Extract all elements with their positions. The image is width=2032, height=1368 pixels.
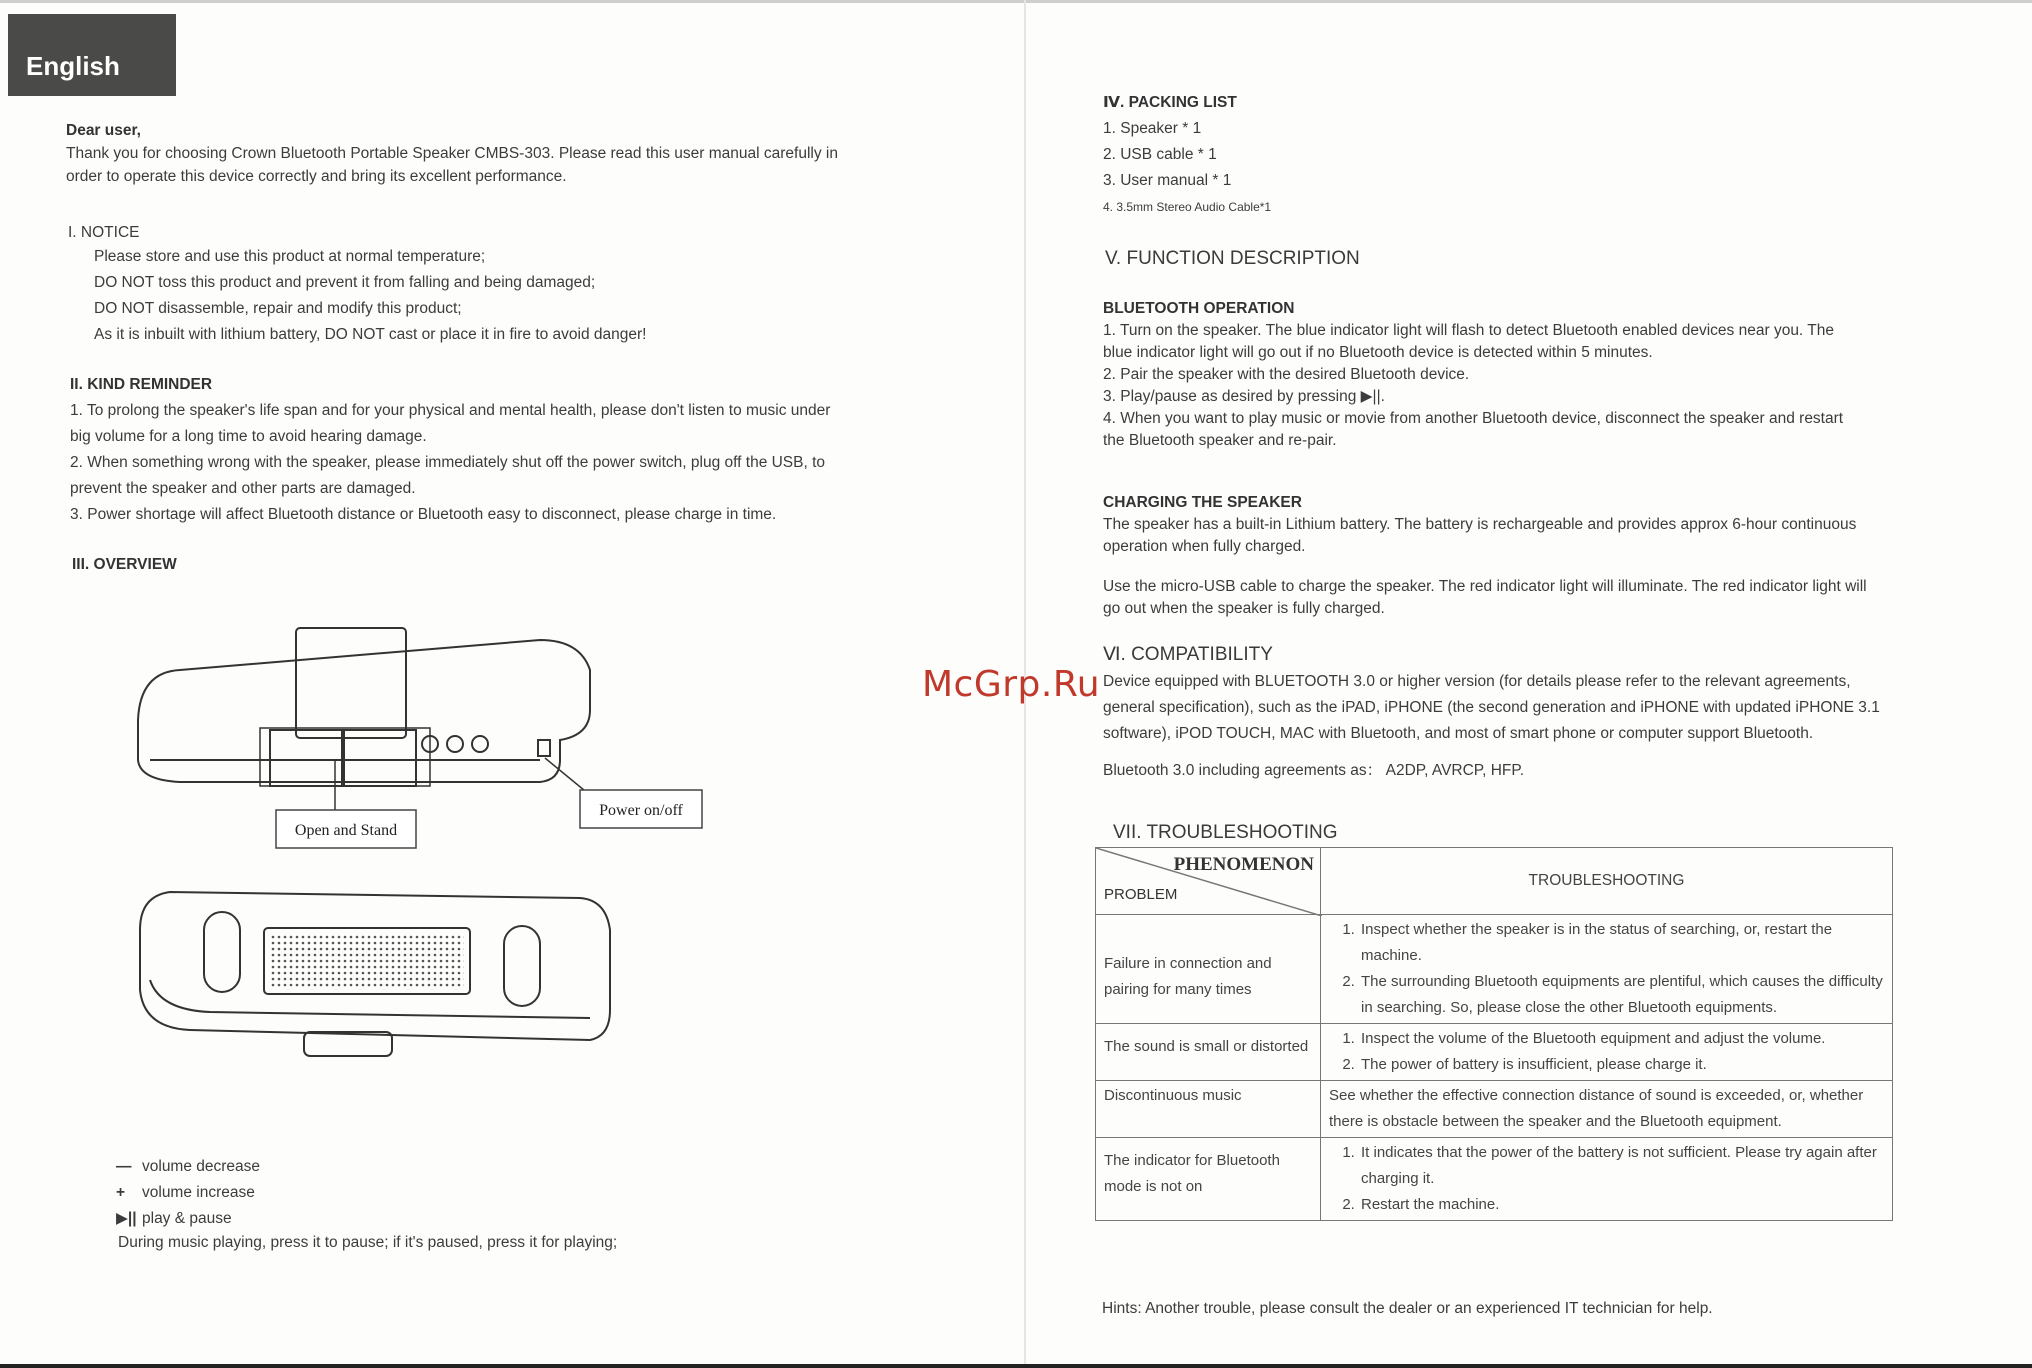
play-pause-icon: ▶|| — [116, 1210, 137, 1227]
notice-title: I. NOTICE — [68, 224, 140, 241]
charging-title: CHARGING THE SPEAKER — [1103, 494, 1302, 511]
solution-item: 1. Inspect the volume of the Bluetooth equipment and adjust the volume. — [1359, 1026, 1884, 1052]
charge-line: Use the micro-USB cable to charge the speaker. The red indicator light will illuminate. The red indicator light will — [1103, 578, 1867, 595]
minus-icon: — — [116, 1158, 132, 1175]
header-phenomenon: PHENOMENON — [1173, 854, 1314, 875]
plus-icon: + — [116, 1184, 126, 1201]
solution-cell: See whether the effective connection distance of sound is exceeded, or, whether there is obstacle between the speaker and the Bluetooth equipment. — [1321, 1081, 1893, 1138]
compat-agreements: Bluetooth 3.0 including agreements as： A2DP, AVRCP, HFP. — [1103, 762, 1525, 779]
compatibility-title: Ⅵ. COMPATIBILITY — [1103, 644, 1273, 665]
bottom-edge — [0, 1364, 2032, 1368]
solution-item: 2. The power of battery is insufficient, please charge it. — [1359, 1052, 1884, 1078]
kind-line: 2. When something wrong with the speaker, please immediately shut off the power switch, plug off the USB, to — [70, 454, 826, 471]
solution-cell — [1321, 1138, 1893, 1221]
table-row — [1096, 1138, 1893, 1221]
label-open-stand: Open and Stand — [294, 822, 398, 839]
troubleshooting-table — [1095, 847, 1893, 1221]
compat-line: Device equipped with BLUETOOTH 3.0 or higher version (for details please refer to the relevant agreements, — [1103, 673, 1851, 690]
charge-line: go out when the speaker is fully charged. — [1103, 600, 1385, 617]
table-row — [1096, 915, 1893, 1024]
solution-item: 2. The surrounding Bluetooth equipments are plentiful, which causes the difficulty in searching. So, please close the other Bluetooth equipments. — [1359, 969, 1884, 1021]
bt-line: 1. Turn on the speaker. The blue indicator light will flash to detect Bluetooth enabled devices near you. The — [1103, 322, 1834, 339]
packing-item: 2. USB cable * 1 — [1103, 146, 1217, 163]
packing-title: Ⅳ. PACKING LIST — [1103, 94, 1237, 111]
hint-text: Hints: Another trouble, please consult the dealer or an experienced IT technician for help. — [1102, 1300, 1713, 1317]
table-row — [1096, 1024, 1893, 1081]
notice-item: As it is inbuilt with lithium battery, DO NOT cast or place it in fire to avoid danger! — [94, 326, 647, 343]
table-row — [1096, 1081, 1893, 1138]
troubleshooting-title: VII. TROUBLESHOOTING — [1113, 822, 1338, 843]
watermark: McGrp.Ru — [922, 664, 1101, 705]
notice-item: Please store and use this product at normal temperature; — [94, 248, 486, 265]
bluetooth-operation-title: BLUETOOTH OPERATION — [1103, 300, 1295, 317]
solution-cell — [1321, 1024, 1893, 1081]
bt-line: 3. Play/pause as desired by pressing ▶||. — [1103, 388, 1385, 405]
compat-line: software), iPOD TOUCH, MAC with Bluetooth, and most of smart phone or computer support Bluetooth. — [1103, 725, 1814, 742]
bt-line: 2. Pair the speaker with the desired Bluetooth device. — [1103, 366, 1470, 383]
problem-cell: Failure in connection and pairing for many times — [1096, 915, 1321, 1024]
bt-line: blue indicator light will go out if no Bluetooth device is detected within 5 minutes. — [1103, 344, 1653, 361]
notice-item: DO NOT disassemble, repair and modify this product; — [94, 300, 462, 317]
overview-title: III. OVERVIEW — [72, 556, 177, 573]
header-troubleshooting: TROUBLESHOOTING — [1321, 848, 1893, 915]
solution-item: 1. It indicates that the power of the battery is not sufficient. Please try again after charging it. — [1359, 1140, 1884, 1192]
solution-item: 1. Inspect whether the speaker is in the status of searching, or, restart the machine. — [1359, 917, 1884, 969]
greeting: Dear user, — [66, 122, 141, 139]
header-problem: PROBLEM — [1104, 886, 1178, 903]
packing-item: 4. 3.5mm Stereo Audio Cable*1 — [1103, 200, 1272, 214]
intro-line-1: Thank you for choosing Crown Bluetooth Portable Speaker CMBS-303. Please read this user manual carefully in — [66, 145, 838, 162]
kind-line: 1. To prolong the speaker's life span and for your physical and mental health, please don't listen to music under — [70, 402, 831, 419]
problem-cell: Discontinuous music — [1096, 1081, 1321, 1138]
solution-item: 2. Restart the machine. — [1359, 1192, 1884, 1218]
problem-cell: The sound is small or distorted — [1096, 1024, 1321, 1081]
packing-item: 3. User manual * 1 — [1103, 172, 1232, 189]
label-power: Power on/off — [599, 802, 683, 819]
speaker-illustration — [120, 610, 740, 1090]
packing-item: 1. Speaker * 1 — [1103, 120, 1202, 137]
intro-line-2: order to operate this device correctly and bring its excellent performance. — [66, 168, 567, 185]
problem-cell: The indicator for Bluetooth mode is not on — [1096, 1138, 1321, 1221]
bt-line: the Bluetooth speaker and re-pair. — [1103, 432, 1337, 449]
legend-note: During music playing, press it to pause; if it's paused, press it for playing; — [118, 1234, 618, 1251]
function-title: V. FUNCTION DESCRIPTION — [1105, 248, 1360, 269]
language-tab: English — [8, 14, 176, 96]
notice-item: DO NOT toss this product and prevent it from falling and being damaged; — [94, 274, 596, 291]
legend-volume-increase: + volume increase — [116, 1180, 255, 1206]
solution-cell — [1321, 915, 1893, 1024]
kind-line: 3. Power shortage will affect Bluetooth distance or Bluetooth easy to disconnect, please charge in time. — [70, 506, 777, 523]
kind-reminder-title: II. KIND REMINDER — [70, 376, 213, 393]
legend-volume-decrease: — volume decrease — [116, 1154, 260, 1180]
charge-line: The speaker has a built-in Lithium battery. The battery is rechargeable and provides approx 6-hour continuous — [1103, 516, 1857, 533]
table-header-corner — [1096, 848, 1321, 915]
kind-line: big volume for a long time to avoid hearing damage. — [70, 428, 427, 445]
bt-line: 4. When you want to play music or movie from another Bluetooth device, disconnect the speaker and restart — [1103, 410, 1844, 427]
legend-play-pause: ▶|| play & pause — [116, 1206, 232, 1232]
charge-line: operation when fully charged. — [1103, 538, 1306, 555]
kind-line: prevent the speaker and other parts are damaged. — [70, 480, 416, 497]
compat-line: general specification), such as the iPAD, iPHONE (the second generation and iPHONE with updated iPHONE 3.1 — [1103, 699, 1880, 716]
